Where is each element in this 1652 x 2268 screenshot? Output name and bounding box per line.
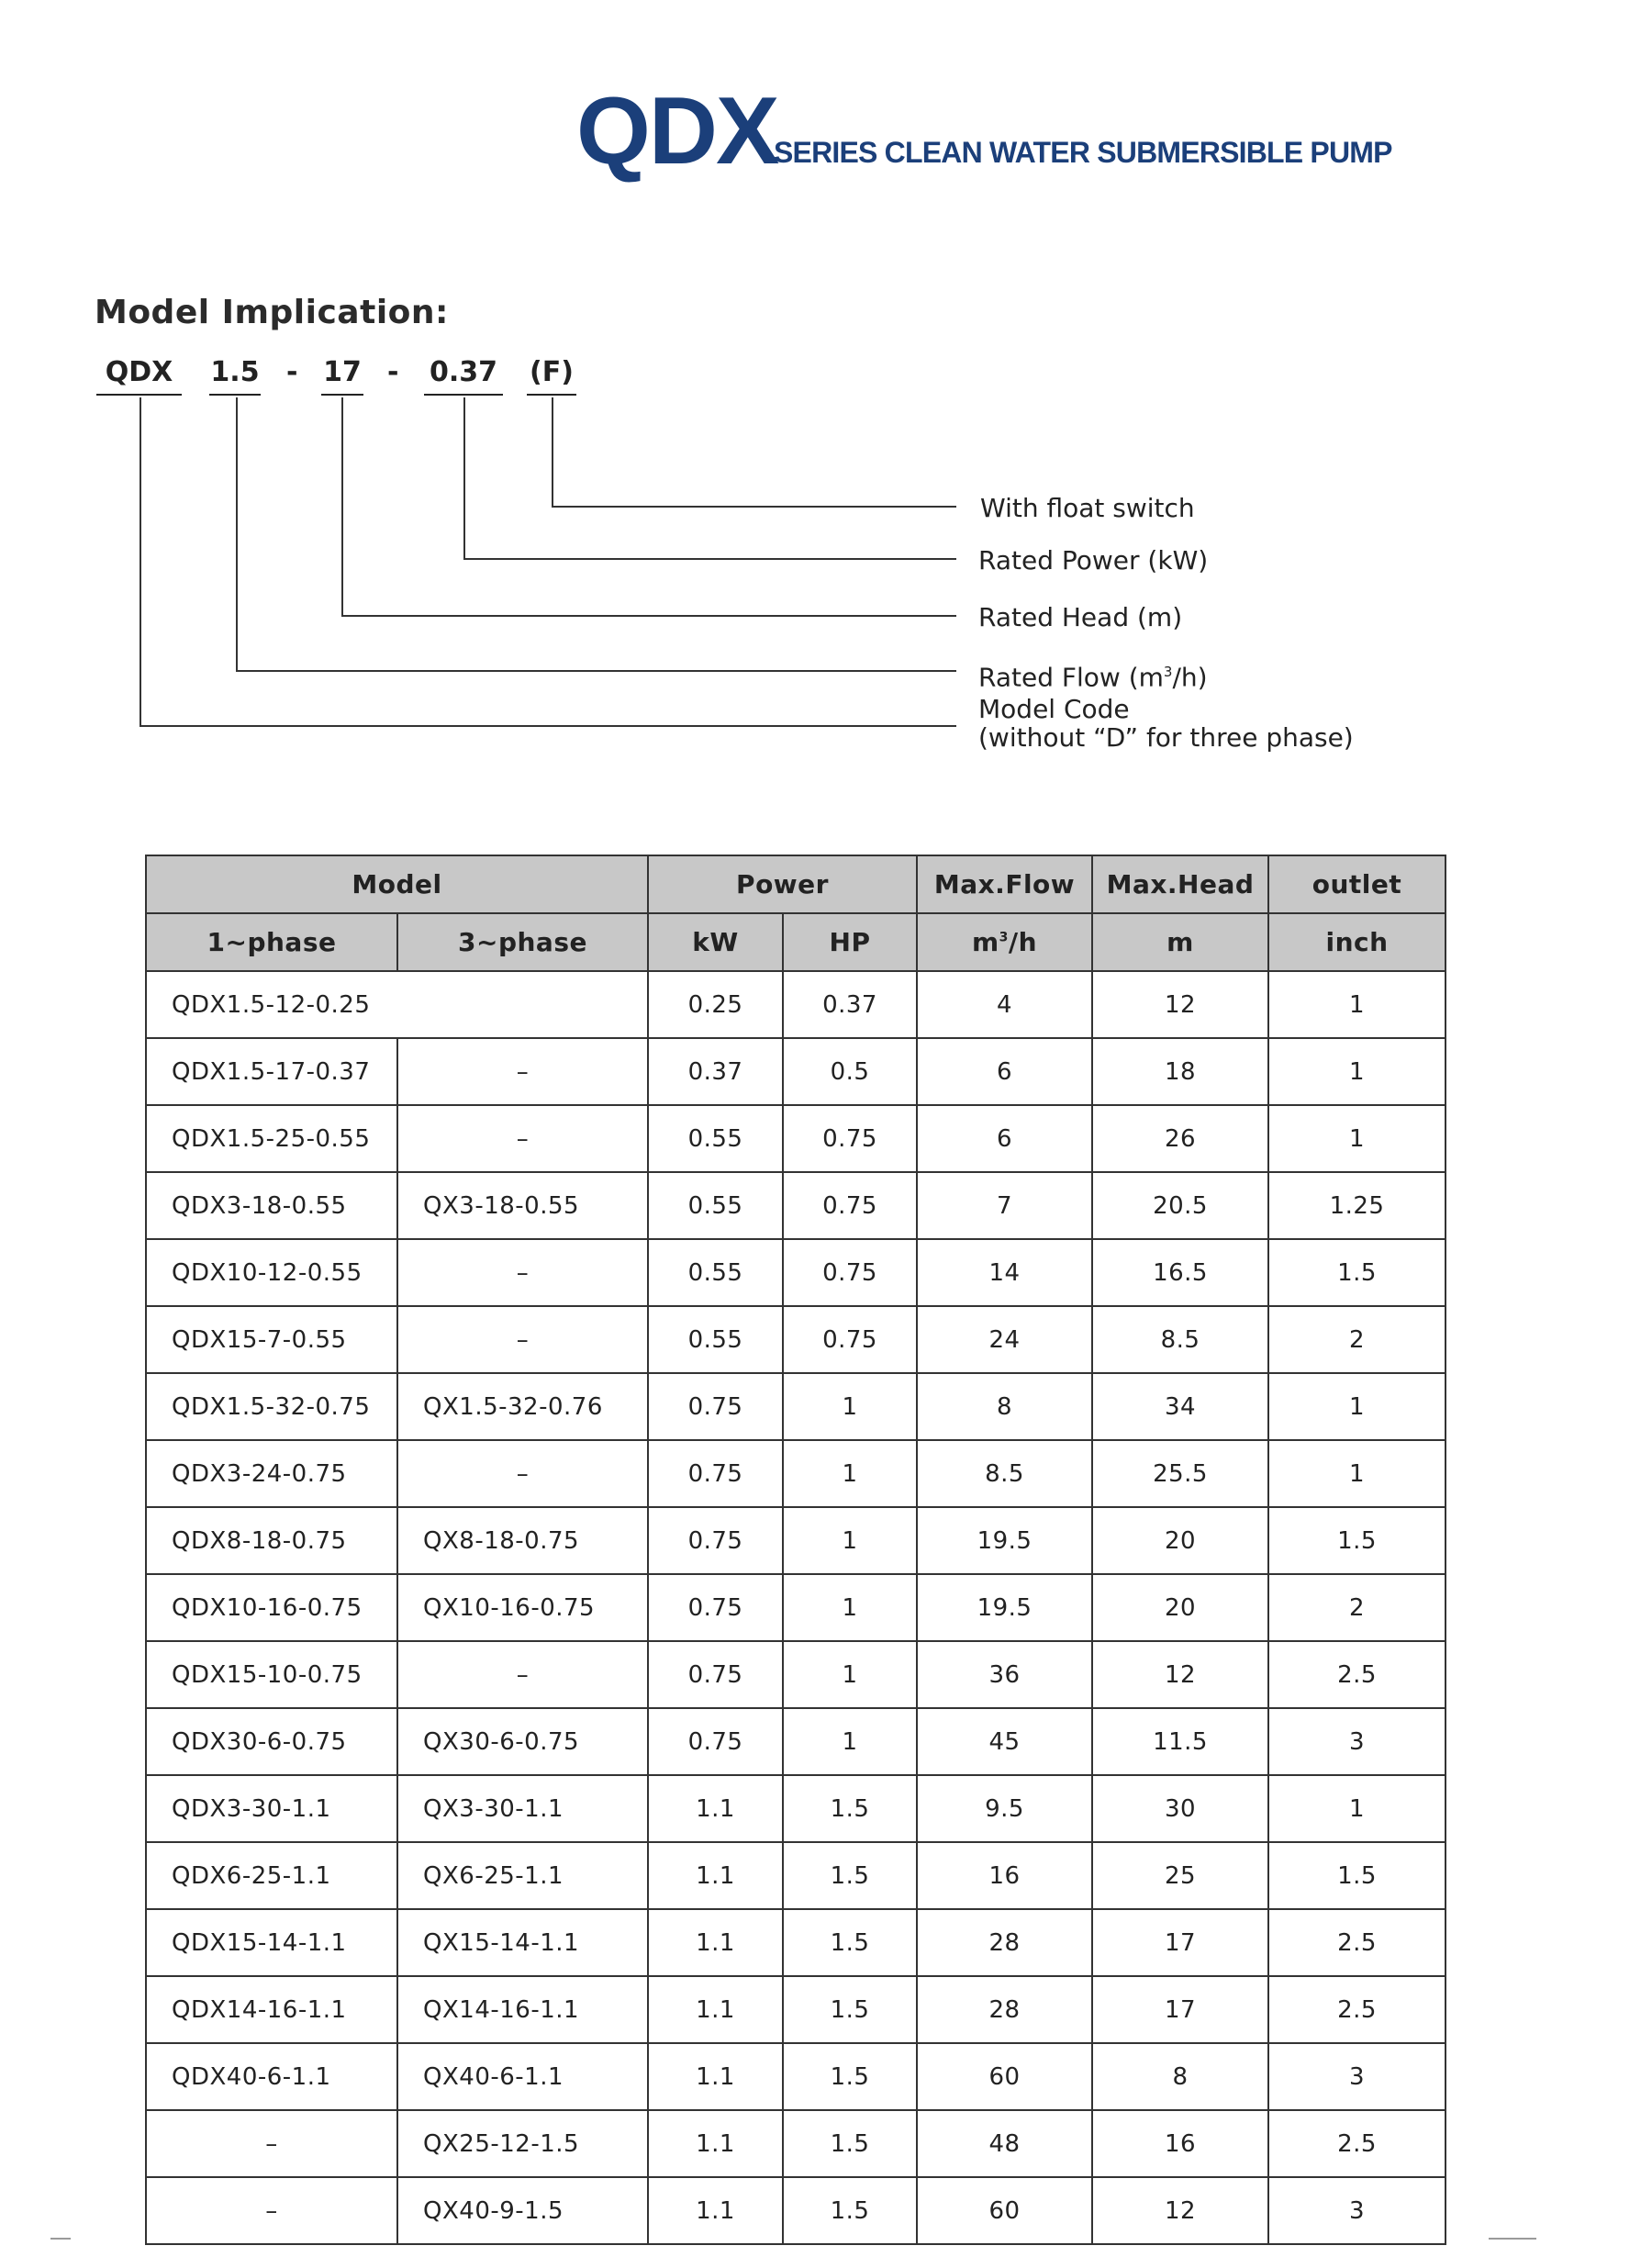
cell-max-head: 20 xyxy=(1092,1574,1268,1641)
model-implication-heading: Model Implication: xyxy=(95,294,449,331)
cell-1-phase-model: QDX3-24-0.75 xyxy=(146,1440,397,1507)
code-part-head: 17 xyxy=(321,356,363,396)
cell-max-head: 25 xyxy=(1092,1842,1268,1909)
table-row xyxy=(146,2043,1446,2110)
cell-3-phase-model: QX10-16-0.75 xyxy=(397,1574,648,1641)
cell-1-phase-model: QDX1.5-32-0.75 xyxy=(146,1373,397,1440)
cell-hp: 0.37 xyxy=(783,971,917,1038)
cell-max-head: 20.5 xyxy=(1092,1172,1268,1239)
code-separator: - xyxy=(286,356,298,388)
cell-max-flow: 14 xyxy=(917,1239,1092,1306)
cell-kw: 0.75 xyxy=(648,1574,783,1641)
cell-max-head: 17 xyxy=(1092,1976,1268,2043)
cell-max-flow: 8 xyxy=(917,1373,1092,1440)
cell-hp: 1 xyxy=(783,1440,917,1507)
table-row xyxy=(146,1976,1446,2043)
cell-max-flow: 28 xyxy=(917,1976,1092,2043)
cell-kw: 0.37 xyxy=(648,1038,783,1105)
cell-kw: 1.1 xyxy=(648,2110,783,2177)
cell-max-flow: 60 xyxy=(917,2043,1092,2110)
cell-max-flow: 16 xyxy=(917,1842,1092,1909)
cell-max-flow: 60 xyxy=(917,2177,1092,2244)
cell-max-head: 26 xyxy=(1092,1105,1268,1172)
col-header-1-phase: 1~phase xyxy=(146,913,397,971)
cell-hp: 1 xyxy=(783,1574,917,1641)
cell-3-phase-model: QX14-16-1.1 xyxy=(397,1976,648,2043)
connector-lines xyxy=(0,340,1652,771)
pump-spec-table xyxy=(145,855,1446,2245)
cell-hp: 1.5 xyxy=(783,2177,917,2244)
cell-max-flow: 28 xyxy=(917,1909,1092,1976)
cell-max-head: 16.5 xyxy=(1092,1239,1268,1306)
cell-1-phase-model: QDX1.5-12-0.25 xyxy=(146,971,648,1038)
cell-3-phase-model: QX3-18-0.55 xyxy=(397,1172,648,1239)
title-series-description: SERIES CLEAN WATER SUBMERSIBLE PUMP xyxy=(774,136,1392,169)
cell-max-flow: 48 xyxy=(917,2110,1092,2177)
cell-outlet: 1 xyxy=(1268,1775,1446,1842)
cell-3-phase-model: QX3-30-1.1 xyxy=(397,1775,648,1842)
cell-1-phase-model: QDX15-14-1.1 xyxy=(146,1909,397,1976)
cell-outlet: 1.5 xyxy=(1268,1842,1446,1909)
cell-outlet: 2 xyxy=(1268,1574,1446,1641)
cell-kw: 1.1 xyxy=(648,1976,783,2043)
table-row xyxy=(146,971,1446,1038)
cell-outlet: 1 xyxy=(1268,1038,1446,1105)
table-row xyxy=(146,1641,1446,1708)
cell-3-phase-model: QX40-6-1.1 xyxy=(397,2043,648,2110)
cell-1-phase-model: QDX3-18-0.55 xyxy=(146,1172,397,1239)
col-header-max-flow: Max.Flow xyxy=(917,855,1092,913)
code-part-power: 0.37 xyxy=(424,356,503,396)
cell-max-head: 25.5 xyxy=(1092,1440,1268,1507)
table-row xyxy=(146,1909,1446,1976)
cell-outlet: 2.5 xyxy=(1268,1976,1446,2043)
cell-3-phase-model: – xyxy=(397,1440,648,1507)
cell-hp: 1 xyxy=(783,1708,917,1775)
cell-1-phase-model: – xyxy=(146,2177,397,2244)
cell-kw: 0.25 xyxy=(648,971,783,1038)
col-header-outlet-unit: inch xyxy=(1268,913,1446,971)
cell-outlet: 1.5 xyxy=(1268,1239,1446,1306)
cell-max-head: 12 xyxy=(1092,2177,1268,2244)
col-header-power: Power xyxy=(648,855,917,913)
table-row xyxy=(146,2177,1446,2244)
cell-max-flow: 4 xyxy=(917,971,1092,1038)
cell-max-flow: 24 xyxy=(917,1306,1092,1373)
cell-1-phase-model: QDX14-16-1.1 xyxy=(146,1976,397,2043)
cell-kw: 0.55 xyxy=(648,1105,783,1172)
code-separator: - xyxy=(387,356,399,388)
code-part-flow: 1.5 xyxy=(209,356,261,396)
cell-kw: 0.55 xyxy=(648,1306,783,1373)
cell-kw: 1.1 xyxy=(648,2177,783,2244)
cell-1-phase-model: – xyxy=(146,2110,397,2177)
cell-1-phase-model: QDX6-25-1.1 xyxy=(146,1842,397,1909)
table-row xyxy=(146,1306,1446,1373)
cell-max-head: 11.5 xyxy=(1092,1708,1268,1775)
legend-model-code-note: (without “D” for three phase) xyxy=(978,722,1354,753)
cell-outlet: 3 xyxy=(1268,1708,1446,1775)
cell-max-head: 12 xyxy=(1092,971,1268,1038)
cell-1-phase-model: QDX10-12-0.55 xyxy=(146,1239,397,1306)
cell-1-phase-model: QDX1.5-17-0.37 xyxy=(146,1038,397,1105)
code-part-float: (F) xyxy=(527,356,576,396)
cell-max-flow: 8.5 xyxy=(917,1440,1092,1507)
cell-outlet: 1.25 xyxy=(1268,1172,1446,1239)
cell-max-flow: 36 xyxy=(917,1641,1092,1708)
cell-outlet: 2.5 xyxy=(1268,2110,1446,2177)
cell-hp: 0.75 xyxy=(783,1306,917,1373)
cell-kw: 0.75 xyxy=(648,1641,783,1708)
table-row xyxy=(146,1440,1446,1507)
cell-outlet: 1.5 xyxy=(1268,1507,1446,1574)
cell-kw: 1.1 xyxy=(648,1842,783,1909)
cell-3-phase-model: – xyxy=(397,1306,648,1373)
cell-outlet: 2 xyxy=(1268,1306,1446,1373)
cell-max-flow: 45 xyxy=(917,1708,1092,1775)
table-row xyxy=(146,1038,1446,1105)
code-part-prefix: QDX xyxy=(96,356,182,396)
cell-max-head: 16 xyxy=(1092,2110,1268,2177)
table-row xyxy=(146,1507,1446,1574)
cell-kw: 0.75 xyxy=(648,1440,783,1507)
cell-hp: 1.5 xyxy=(783,1976,917,2043)
title-series-code: QDX xyxy=(576,78,778,184)
cell-3-phase-model: QX8-18-0.75 xyxy=(397,1507,648,1574)
cell-hp: 1 xyxy=(783,1373,917,1440)
legend-rated-head: Rated Head (m) xyxy=(978,602,1183,632)
legend-model-code: Model Code xyxy=(978,694,1130,724)
cell-hp: 1.5 xyxy=(783,1909,917,1976)
cell-hp: 0.75 xyxy=(783,1239,917,1306)
col-header-max-head: Max.Head xyxy=(1092,855,1268,913)
cell-hp: 1.5 xyxy=(783,1842,917,1909)
table-body xyxy=(146,971,1446,2244)
cell-hp: 1 xyxy=(783,1641,917,1708)
cell-max-head: 30 xyxy=(1092,1775,1268,1842)
cell-max-flow: 7 xyxy=(917,1172,1092,1239)
cell-kw: 1.1 xyxy=(648,1909,783,1976)
cell-1-phase-model: QDX10-16-0.75 xyxy=(146,1574,397,1641)
cell-1-phase-model: QDX30-6-0.75 xyxy=(146,1708,397,1775)
cell-max-flow: 6 xyxy=(917,1038,1092,1105)
cell-hp: 1 xyxy=(783,1507,917,1574)
cell-hp: 0.75 xyxy=(783,1172,917,1239)
cell-3-phase-model: QX6-25-1.1 xyxy=(397,1842,648,1909)
table-row xyxy=(146,2110,1446,2177)
cell-1-phase-model: QDX1.5-25-0.55 xyxy=(146,1105,397,1172)
col-header-head-unit: m xyxy=(1092,913,1268,971)
cell-kw: 1.1 xyxy=(648,2043,783,2110)
cell-max-flow: 6 xyxy=(917,1105,1092,1172)
cell-3-phase-model: QX15-14-1.1 xyxy=(397,1909,648,1976)
table-row xyxy=(146,1105,1446,1172)
footer-rule-left xyxy=(50,2238,71,2240)
table-row xyxy=(146,1373,1446,1440)
col-header-kw: kW xyxy=(648,913,783,971)
cell-3-phase-model: QX40-9-1.5 xyxy=(397,2177,648,2244)
model-implication-diagram xyxy=(0,340,1652,771)
legend-rated-flow: Rated Flow $(m^3/h)$ xyxy=(978,662,1208,693)
cell-3-phase-model: QX25-12-1.5 xyxy=(397,2110,648,2177)
cell-hp: 1.5 xyxy=(783,1775,917,1842)
col-header-flow-unit: $m^3/h$ xyxy=(917,913,1092,971)
table-row xyxy=(146,1842,1446,1909)
cell-outlet: 2.5 xyxy=(1268,1641,1446,1708)
col-header-outlet: outlet xyxy=(1268,855,1446,913)
connector-float xyxy=(553,397,956,507)
cell-max-flow: 19.5 xyxy=(917,1574,1092,1641)
cell-kw: 1.1 xyxy=(648,1775,783,1842)
cell-max-head: 12 xyxy=(1092,1641,1268,1708)
cell-3-phase-model: – xyxy=(397,1105,648,1172)
table-row xyxy=(146,1775,1446,1842)
cell-kw: 0.75 xyxy=(648,1507,783,1574)
cell-3-phase-model: – xyxy=(397,1239,648,1306)
cell-outlet: 3 xyxy=(1268,2177,1446,2244)
legend-rated-power: Rated Power (kW) xyxy=(978,545,1209,575)
connector-code xyxy=(140,397,956,726)
col-header-3-phase: 3~phase xyxy=(397,913,648,971)
cell-max-flow: 19.5 xyxy=(917,1507,1092,1574)
cell-max-head: 34 xyxy=(1092,1373,1268,1440)
col-header-model: Model xyxy=(146,855,648,913)
footer-rule-right xyxy=(1489,2238,1536,2240)
cell-1-phase-model: QDX15-10-0.75 xyxy=(146,1641,397,1708)
cell-hp: 0.5 xyxy=(783,1038,917,1105)
table-subheader-row xyxy=(146,913,1446,971)
cell-max-head: 18 xyxy=(1092,1038,1268,1105)
cell-kw: 0.55 xyxy=(648,1172,783,1239)
cell-1-phase-model: QDX3-30-1.1 xyxy=(146,1775,397,1842)
cell-hp: 1.5 xyxy=(783,2043,917,2110)
cell-outlet: 1 xyxy=(1268,1373,1446,1440)
cell-outlet: 1 xyxy=(1268,971,1446,1038)
cell-hp: 1.5 xyxy=(783,2110,917,2177)
cell-3-phase-model: QX1.5-32-0.76 xyxy=(397,1373,648,1440)
col-header-hp: HP xyxy=(783,913,917,971)
cell-3-phase-model: – xyxy=(397,1641,648,1708)
cell-3-phase-model: – xyxy=(397,1038,648,1105)
table-row xyxy=(146,1172,1446,1239)
cell-1-phase-model: QDX40-6-1.1 xyxy=(146,2043,397,2110)
cell-max-head: 17 xyxy=(1092,1909,1268,1976)
cell-hp: 0.75 xyxy=(783,1105,917,1172)
connector-flow xyxy=(237,397,956,671)
cell-outlet: 1 xyxy=(1268,1440,1446,1507)
cell-kw: 0.55 xyxy=(648,1239,783,1306)
cell-1-phase-model: QDX15-7-0.55 xyxy=(146,1306,397,1373)
table-row xyxy=(146,1708,1446,1775)
connector-power xyxy=(464,397,956,559)
cell-1-phase-model: QDX8-18-0.75 xyxy=(146,1507,397,1574)
cell-max-head: 20 xyxy=(1092,1507,1268,1574)
legend-float-switch: With float switch xyxy=(980,493,1195,523)
cell-outlet: 2.5 xyxy=(1268,1909,1446,1976)
table-header-row xyxy=(146,855,1446,913)
cell-kw: 0.75 xyxy=(648,1708,783,1775)
cell-max-flow: 9.5 xyxy=(917,1775,1092,1842)
table-row xyxy=(146,1239,1446,1306)
cell-3-phase-model: QX30-6-0.75 xyxy=(397,1708,648,1775)
cell-outlet: 3 xyxy=(1268,2043,1446,2110)
cell-outlet: 1 xyxy=(1268,1105,1446,1172)
table-row xyxy=(146,1574,1446,1641)
cell-kw: 0.75 xyxy=(648,1373,783,1440)
cell-max-head: 8 xyxy=(1092,2043,1268,2110)
cell-max-head: 8.5 xyxy=(1092,1306,1268,1373)
